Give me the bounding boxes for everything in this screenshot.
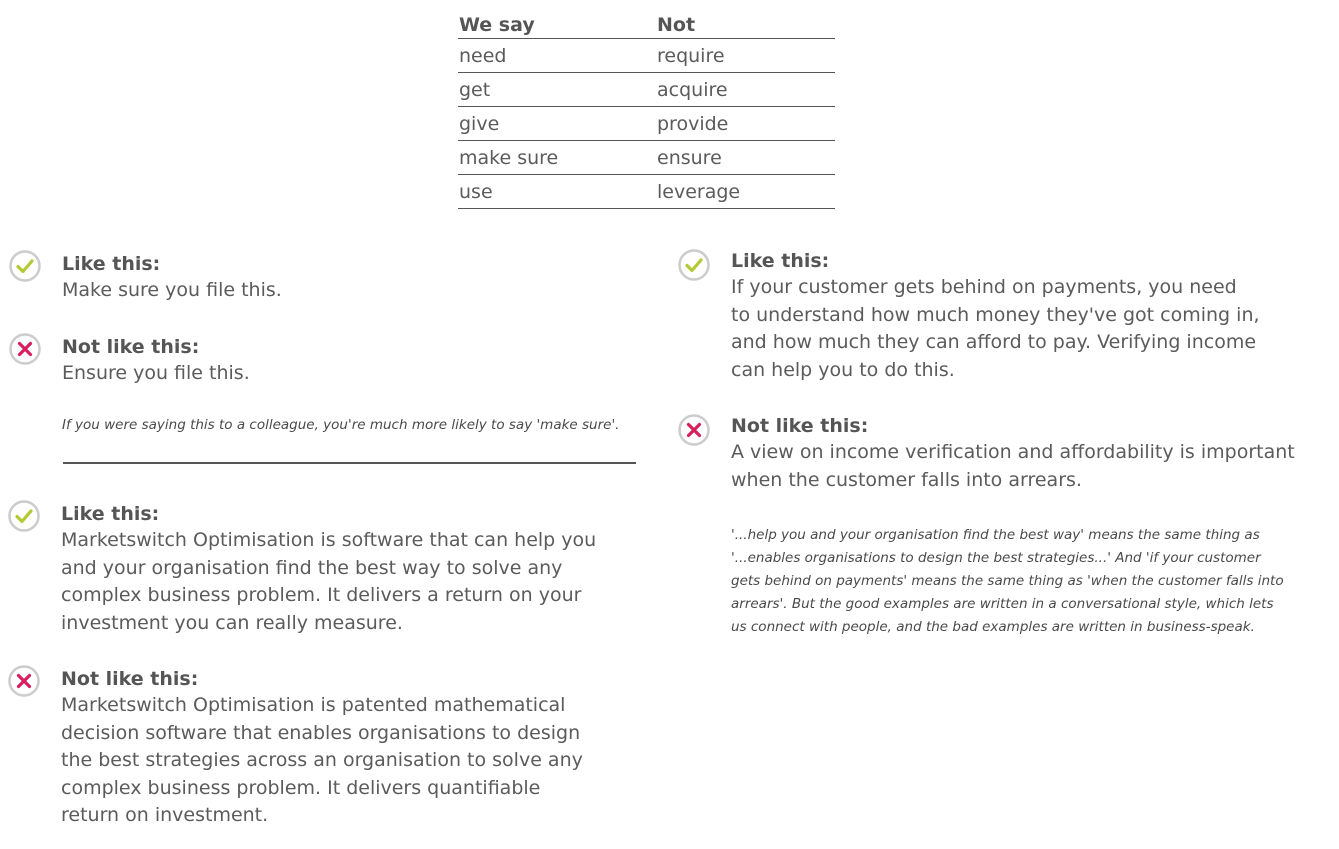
table-cell: get — [458, 73, 657, 107]
bad-example-text-line: decision software that enables organisations to design — [61, 721, 581, 744]
word-comparison-table — [458, 8, 835, 209]
comparison-note — [731, 524, 1311, 639]
bad-example-text-line: when the customer falls into arrears. — [731, 468, 1082, 491]
cross-icon — [9, 333, 41, 365]
check-icon — [9, 250, 41, 282]
good-example-text-line: to understand how much money they've got coming in, — [731, 303, 1260, 326]
table-row — [458, 141, 835, 175]
section-divider — [63, 462, 636, 464]
bad-example-text-line: complex business problem. It delivers quantifiable — [61, 776, 541, 799]
good-example-text: Make sure you file this. — [62, 279, 282, 301]
note-line: '...enables organisations to design the best strategies...' And 'if your customer — [731, 550, 1261, 566]
table-header-row — [458, 8, 835, 39]
note-line: us connect with people, and the bad examples are written in business-speak. — [731, 619, 1255, 635]
check-icon — [678, 249, 710, 281]
note-line: gets behind on payments' means the same thing as 'when the customer falls into — [731, 573, 1284, 589]
bad-example-text-line: the best strategies across an organisation to solve any — [61, 749, 583, 771]
bad-example-heading: Not like this: — [61, 668, 199, 690]
table-cell: require — [657, 39, 835, 73]
bad-example-text-line: Marketswitch Optimisation is patented mathematical — [61, 694, 566, 716]
table-cell: make sure — [458, 141, 657, 175]
table-cell: provide — [657, 107, 835, 141]
good-example-heading: Like this: — [61, 503, 160, 525]
table-row — [458, 39, 835, 73]
good-example-text-line: can help you to do this. — [731, 358, 955, 381]
table-row — [458, 107, 835, 141]
table-cell: ensure — [657, 141, 835, 175]
example-1-note: If you were saying this to a colleague, you're much more likely to say 'make sure'. — [62, 417, 620, 433]
good-example-text-line: If your customer gets behind on payments, you need — [731, 276, 1237, 298]
cross-icon — [678, 414, 710, 446]
table-cell: leverage — [657, 175, 835, 209]
good-example-heading: Like this: — [731, 250, 830, 272]
column-header-we-say: We say — [458, 8, 657, 39]
bad-example-text-line: return on investment. — [61, 804, 269, 826]
table-row — [458, 175, 835, 209]
bad-example-heading: Not like this: — [731, 415, 869, 437]
note-line: arrears'. But the good examples are written in a conversational style, which lets — [731, 596, 1274, 612]
table-cell: give — [458, 107, 657, 141]
good-example-text-line: and your organisation find the best way to solve any — [61, 556, 563, 579]
good-example-text-line: complex business problem. It delivers a return on your — [61, 584, 582, 606]
cross-icon — [8, 665, 40, 697]
column-header-not: Not — [657, 8, 835, 39]
bad-example-heading: Not like this: — [62, 336, 200, 358]
table-cell: need — [458, 39, 657, 73]
table-row — [458, 73, 835, 107]
table-cell: acquire — [657, 73, 835, 107]
check-icon — [8, 500, 40, 532]
bad-example-text-line: A view on income verification and affordability is important — [731, 441, 1295, 463]
bad-example-text: Ensure you file this. — [62, 362, 250, 384]
good-example-text-line: and how much they can afford to pay. Verifying income — [731, 331, 1257, 353]
note-line: '...help you and your organisation find the best way' means the same thing as — [731, 527, 1260, 543]
good-example-heading: Like this: — [62, 253, 161, 275]
table-cell: use — [458, 175, 657, 209]
good-example-text-line: Marketswitch Optimisation is software that can help you — [61, 529, 597, 551]
good-example-text-line: investment you can really measure. — [61, 611, 403, 634]
